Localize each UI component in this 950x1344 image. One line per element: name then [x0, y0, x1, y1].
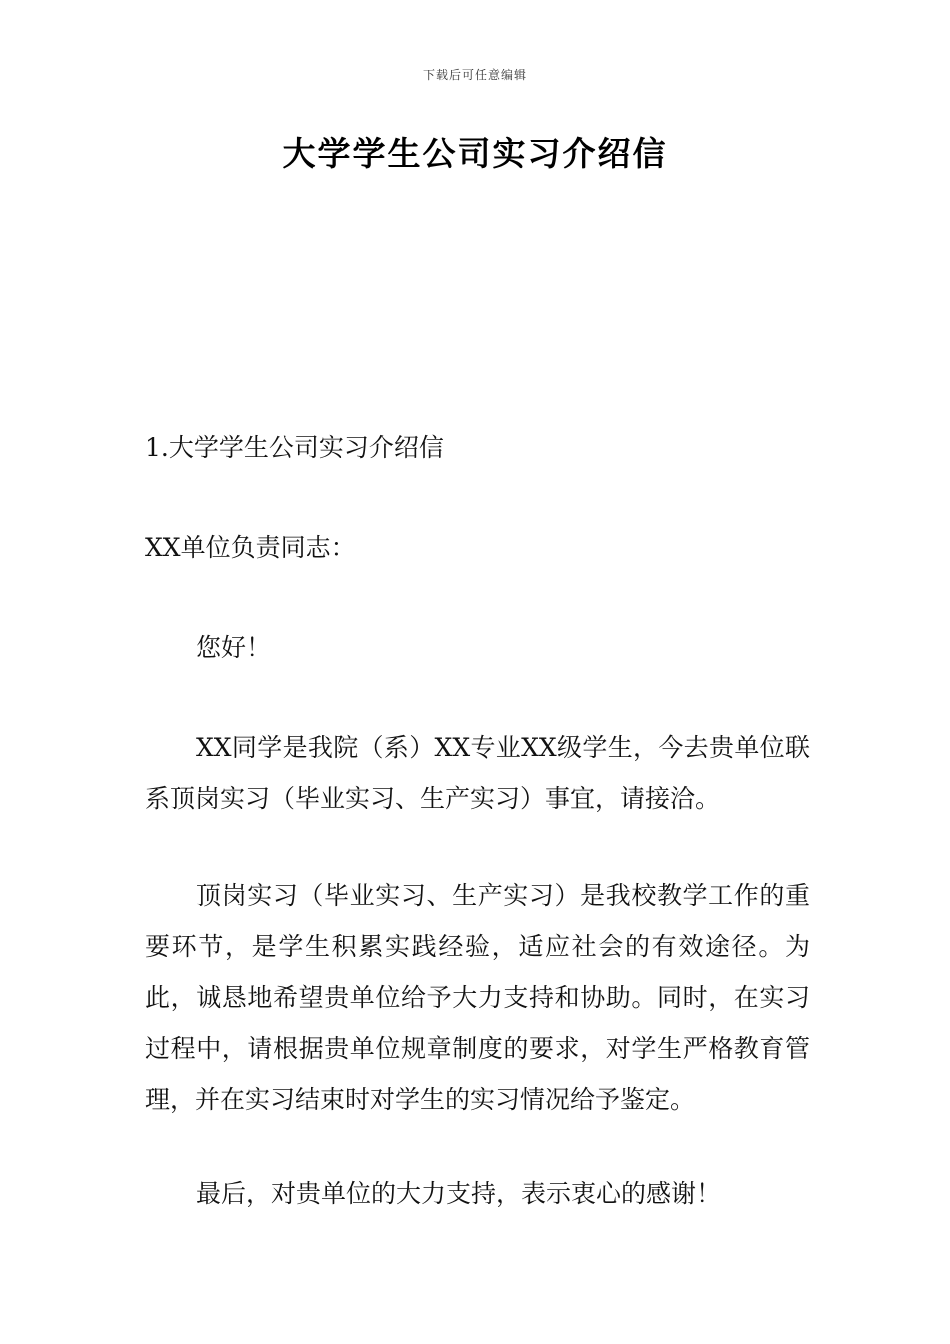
section-heading: 1.大学学生公司实习介绍信: [145, 433, 444, 462]
greeting: 您好！: [196, 633, 272, 662]
document-title: 大学学生公司实习介绍信: [282, 134, 668, 173]
body-paragraph-2: 顶岗实习（毕业实习、生产实习）是我校教学工作的重要环节，是学生积累实践经验，适应社会的有效途径。为此，诚恳地希望贵单位给予大力支持和协助。同时，在实习过程中，请根据贵单位规章制度的要求，对学生严格教育管理，并在实习结束时对学生的实习情况给予鉴定。: [145, 881, 810, 1114]
header-note: 下载后可任意编辑: [422, 68, 527, 82]
salutation: XX单位负责同志：: [145, 533, 356, 562]
body-paragraph-3: 最后，对贵单位的大力支持，表示衷心的感谢！: [196, 1179, 722, 1208]
body-paragraph-1: XX同学是我院（系）XX专业XX级学生，今去贵单位联系顶岗实习（毕业实习、生产实习）事宜，请接洽。: [145, 733, 810, 813]
